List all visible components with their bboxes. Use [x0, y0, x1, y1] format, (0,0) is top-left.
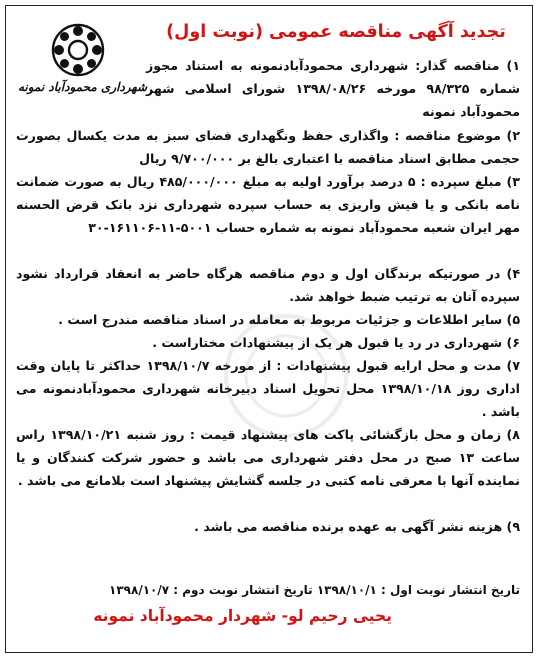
paragraph-9: ۹) هزینه نشر آگهی به عهده برنده مناقصه می باشد . — [194, 519, 520, 534]
publication-dates: تاریخ انتشار نوبت اول : ۱۳۹۸/۱۰/۱ تاریخ انتشار نوبت دوم : ۱۳۹۸/۱۰/۷ — [109, 583, 520, 597]
paragraph-2: ۲) موضوع مناقصه : واگذاری حفظ ونگهداری فضای سبز به مدت یکسال بصورت حجمی مطابق اسناد مناقصه با اعتباری بالغ بر ۹/۷۰۰/۰۰۰ ریال — [16, 128, 520, 166]
paragraph-3: ۳) مبلغ سپرده : ۵ درصد برآورد اولیه به مبلغ ۴۸۵/۰۰۰/۰۰۰ ریال به صورت ضمانت نامه بانکی و یا فیش واریزی به حساب سپرده شهرداری نزد بانک قرض الحسنه مهر ایران شعبه محمودآباد نمونه به شماره حساب ۵۰۰۱-۱۱-۱۶۱۱۰۶-۳۰ — [16, 174, 520, 235]
notice-frame — [5, 5, 533, 653]
paragraph-1: ۱) مناقصه گذار: شهرداری محمودآبادنمونه به استناد مجوز شماره ۹۸/۳۲۵ مورخه ۱۳۹۸/۰۸/۲۶ شورای اسلامی شهر محمودآباد نمونه — [146, 58, 520, 119]
paragraph-6: ۶) شهرداری در رد یا قبول هر یک از پیشنهادات مختاراست . — [152, 335, 520, 350]
paragraph-7: ۷) مدت و محل ارایه قبول پیشنهادات : از مورخه ۱۳۹۸/۱۰/۷ حداکثر تا پایان وقت اداری روز ۱۳۹۸/۱۰/۱۸ محل تحویل اسناد دبیرخانه شهرداری محمودآبادنمونه می باشد . — [16, 358, 520, 419]
notice-title: تجدید آگهی مناقصه عمومی (نوبت اول) — [166, 22, 506, 42]
logo-caption: شهرداری محمودآباد نمونه — [18, 80, 148, 94]
municipality-logo-icon — [50, 22, 106, 78]
paragraph-5: ۵) سایر اطلاعات و جزئیات مربوط به معامله در اسناد مناقصه مندرج است . — [58, 312, 520, 327]
municipality-logo — [18, 22, 148, 108]
paragraph-8: ۸) زمان و محل بازگشائی پاکت های پیشنهاد قیمت : روز شنبه ۱۳۹۸/۱۰/۲۱ راس ساعت ۱۳ صبح در محل دفتر شهرداری می باشد و حضور شرکت کنندگان و یا نماینده آنها با معرفی نامه کتبی در جلسه گشایش پیشنهاد است بلامانع می باشد . — [16, 427, 520, 488]
paragraph-4: ۴) در صورتیکه برندگان اول و دوم مناقصه هرگاه حاضر به انعقاد قرارداد نشود سپرده آنان به ترتیب ضبط خواهد شد. — [16, 266, 520, 304]
mayor-signature: یحیی رحیم لو- شهردار محمودآباد نمونه — [93, 607, 392, 625]
